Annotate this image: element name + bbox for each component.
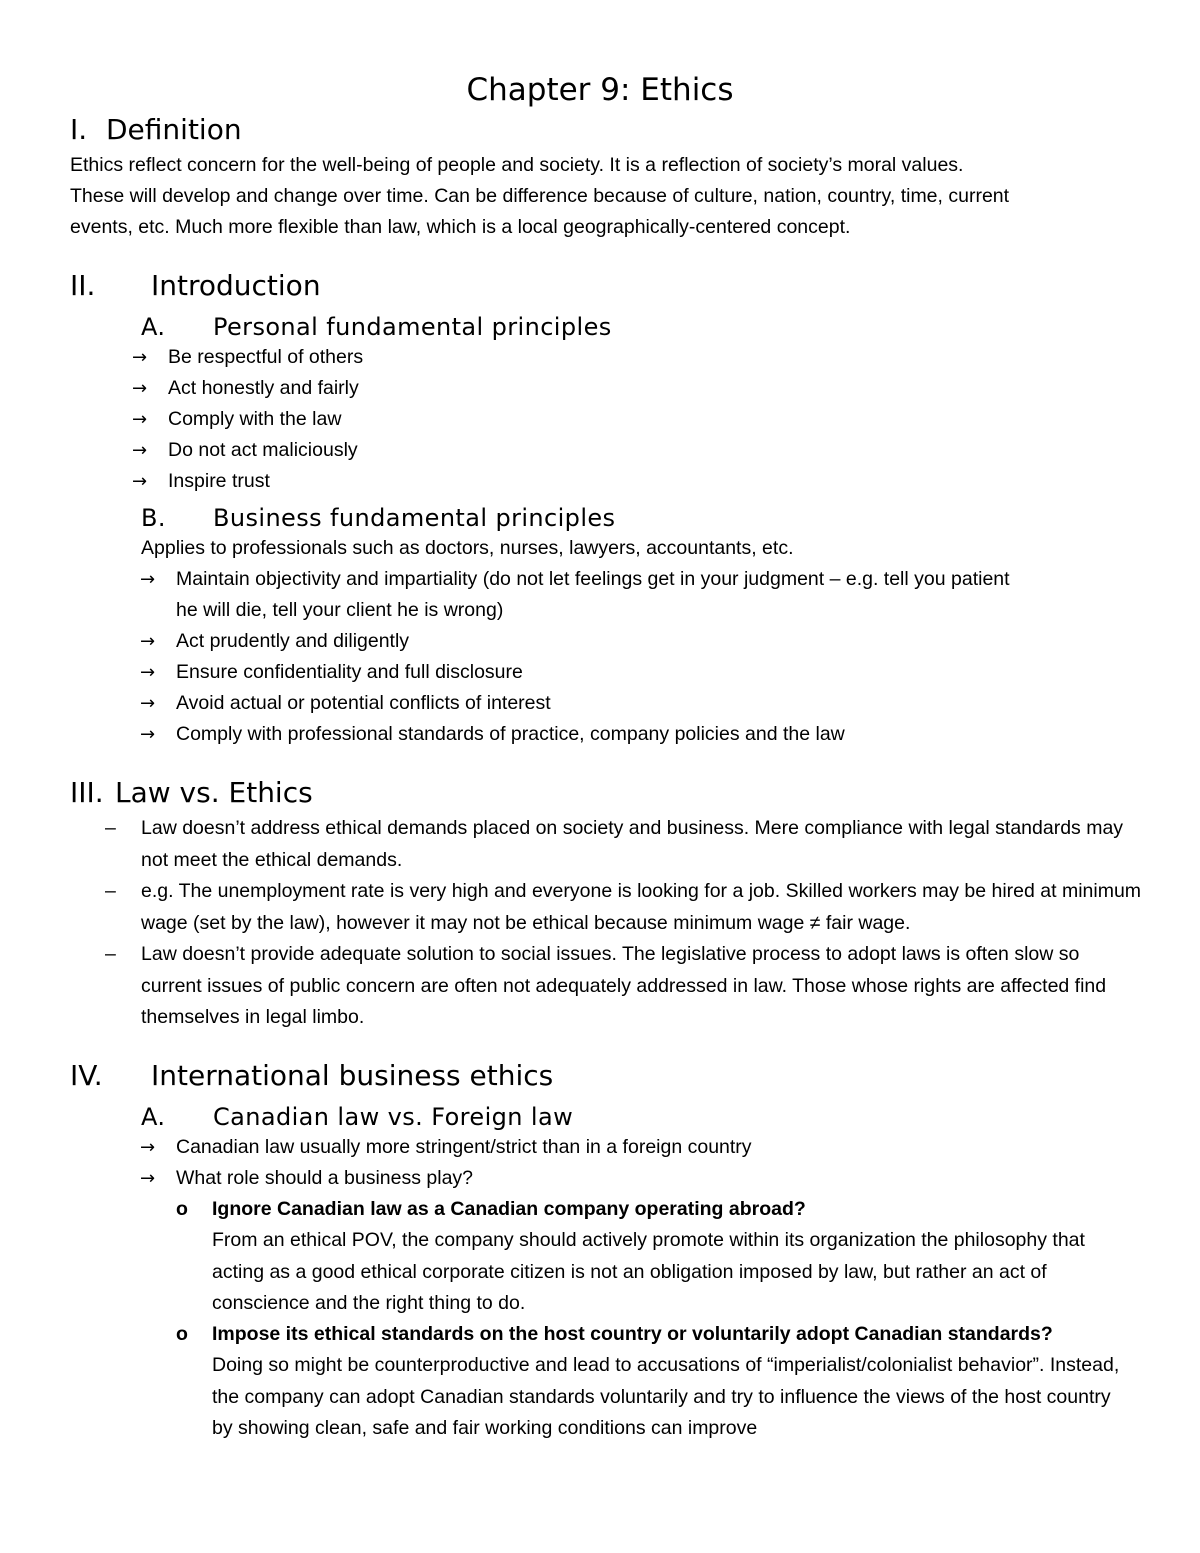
list-item: → What role should a business play? — [140, 1163, 752, 1194]
section-heading-international-ethics — [70, 1058, 553, 1094]
subsection-heading-business-principles — [141, 503, 615, 533]
business-role-questions — [176, 1194, 1136, 1444]
subsection-title: Personal fundamental principles — [213, 313, 612, 341]
dash-bullet-icon: – — [105, 943, 116, 965]
arrow-bullet-icon: → — [132, 347, 148, 368]
list-item: – Law doesn’t provide adequate solution to social issues. The legislative process to adopt laws is often slow so current issues of public concern are often not adequately addressed in law. Those whose rights are affected find themselves in legal limbo. — [105, 939, 1145, 1034]
subsection-number: B. — [141, 504, 166, 532]
list-item: → Ensure confidentiality and full disclosure — [140, 657, 1010, 688]
subsection-number: A. — [141, 313, 166, 341]
list-item-continuation: he will die, tell your client he is wrong) — [176, 599, 504, 621]
section-number: I. — [70, 113, 88, 146]
section-number: IV. — [70, 1059, 103, 1092]
list-item: → Comply with professional standards of practice, company policies and the law — [140, 719, 1010, 750]
arrow-bullet-icon: → — [132, 471, 148, 492]
arrow-bullet-icon: → — [140, 1168, 156, 1189]
question-text: Ignore Canadian law as a Canadian company operating abroad? — [212, 1198, 806, 1220]
paragraph-line: events, etc. Much more flexible than law, which is a local geographically-centered concept. — [70, 216, 851, 238]
list-item: – e.g. The unemployment rate is very high and everyone is looking for a job. Skilled workers may be hired at minimum wage (set by the law), however it may not be ethical because minimum wage ≠ fair wage. — [105, 876, 1145, 939]
section-number: II. — [70, 269, 96, 302]
list-item: → Canadian law usually more stringent/strict than in a foreign country — [140, 1132, 752, 1163]
section-heading-law-vs-ethics — [70, 775, 313, 811]
section-heading-introduction — [70, 268, 321, 304]
circle-bullet-icon: o — [176, 1198, 188, 1220]
subsection-heading-canadian-vs-foreign — [141, 1102, 573, 1132]
arrow-bullet-icon: → — [140, 631, 156, 652]
circle-bullet-icon: o — [176, 1323, 188, 1346]
definition-paragraph — [70, 150, 1140, 243]
page-title: Chapter 9: Ethics — [466, 72, 734, 108]
section-title: Introduction — [151, 269, 321, 302]
business-principles-intro: Applies to professionals such as doctors, nurses, lawyers, accountants, etc. — [141, 537, 794, 559]
list-item: → Be respectful of others — [132, 342, 363, 373]
section-title: International business ethics — [151, 1059, 554, 1092]
list-item: → Maintain objectivity and impartiality (do not let feelings get in your judgment – e.g. tell you patient — [140, 564, 1010, 595]
arrow-bullet-icon: → — [140, 724, 156, 745]
list-item: → Comply with the law — [132, 404, 363, 435]
section-title: Definition — [106, 113, 242, 146]
answer-text: From an ethical POV, the company should actively promote within its organization the philosophy that acting as a good ethical corporate citizen is not an obligation imposed by law, but rather an act of conscience and the right thing to do. — [212, 1229, 1085, 1314]
answer-text: Doing so might be counterproductive and lead to accusations of “imperialist/colonialist behavior”. Instead, the company can adopt Canadian standards voluntarily and try to influence the views of the host country by showing clean, safe and fair working conditions can improve — [212, 1354, 1120, 1440]
section-number: III. — [70, 776, 104, 809]
arrow-bullet-icon: → — [140, 693, 156, 714]
list-item: → Do not act maliciously — [132, 435, 363, 466]
arrow-bullet-icon: → — [140, 569, 156, 590]
arrow-bullet-icon: → — [132, 409, 148, 430]
business-principles-list — [140, 564, 1010, 750]
paragraph-line: These will develop and change over time. Can be difference because of culture, nation, country, time, current — [70, 185, 1010, 207]
arrow-bullet-icon: → — [140, 1137, 156, 1158]
arrow-bullet-icon: → — [140, 662, 156, 683]
arrow-bullet-icon: → — [132, 378, 148, 399]
list-item: → Avoid actual or potential conflicts of interest — [140, 688, 1010, 719]
list-item: – Law doesn’t address ethical demands placed on society and business. Mere compliance with legal standards may not meet the ethical demands. — [105, 813, 1145, 876]
question-text: Impose its ethical standards on the host country or voluntarily adopt Canadian standards? — [212, 1323, 1053, 1346]
arrow-bullet-icon: → — [132, 440, 148, 461]
subsection-number: A. — [141, 1103, 166, 1131]
canadian-law-list — [140, 1132, 752, 1194]
section-heading-definition — [70, 112, 242, 148]
law-vs-ethics-list — [105, 813, 1145, 1034]
subsection-title: Business fundamental principles — [213, 504, 616, 532]
personal-principles-list — [132, 342, 363, 497]
list-item: → Inspire trust — [132, 466, 363, 497]
list-item: → Act honestly and fairly — [132, 373, 363, 404]
dash-bullet-icon: – — [105, 880, 116, 902]
subsection-heading-personal-principles — [141, 312, 612, 342]
question-item — [176, 1194, 1136, 1319]
dash-bullet-icon: – — [105, 817, 116, 839]
list-item: → Act prudently and diligently — [140, 626, 1010, 657]
subsection-title: Canadian law vs. Foreign law — [213, 1103, 574, 1131]
paragraph-line: Ethics reflect concern for the well-being of people and society. It is a reflection of society’s moral values. — [70, 154, 964, 176]
section-title: Law vs. Ethics — [115, 776, 313, 809]
question-item — [176, 1319, 1136, 1444]
